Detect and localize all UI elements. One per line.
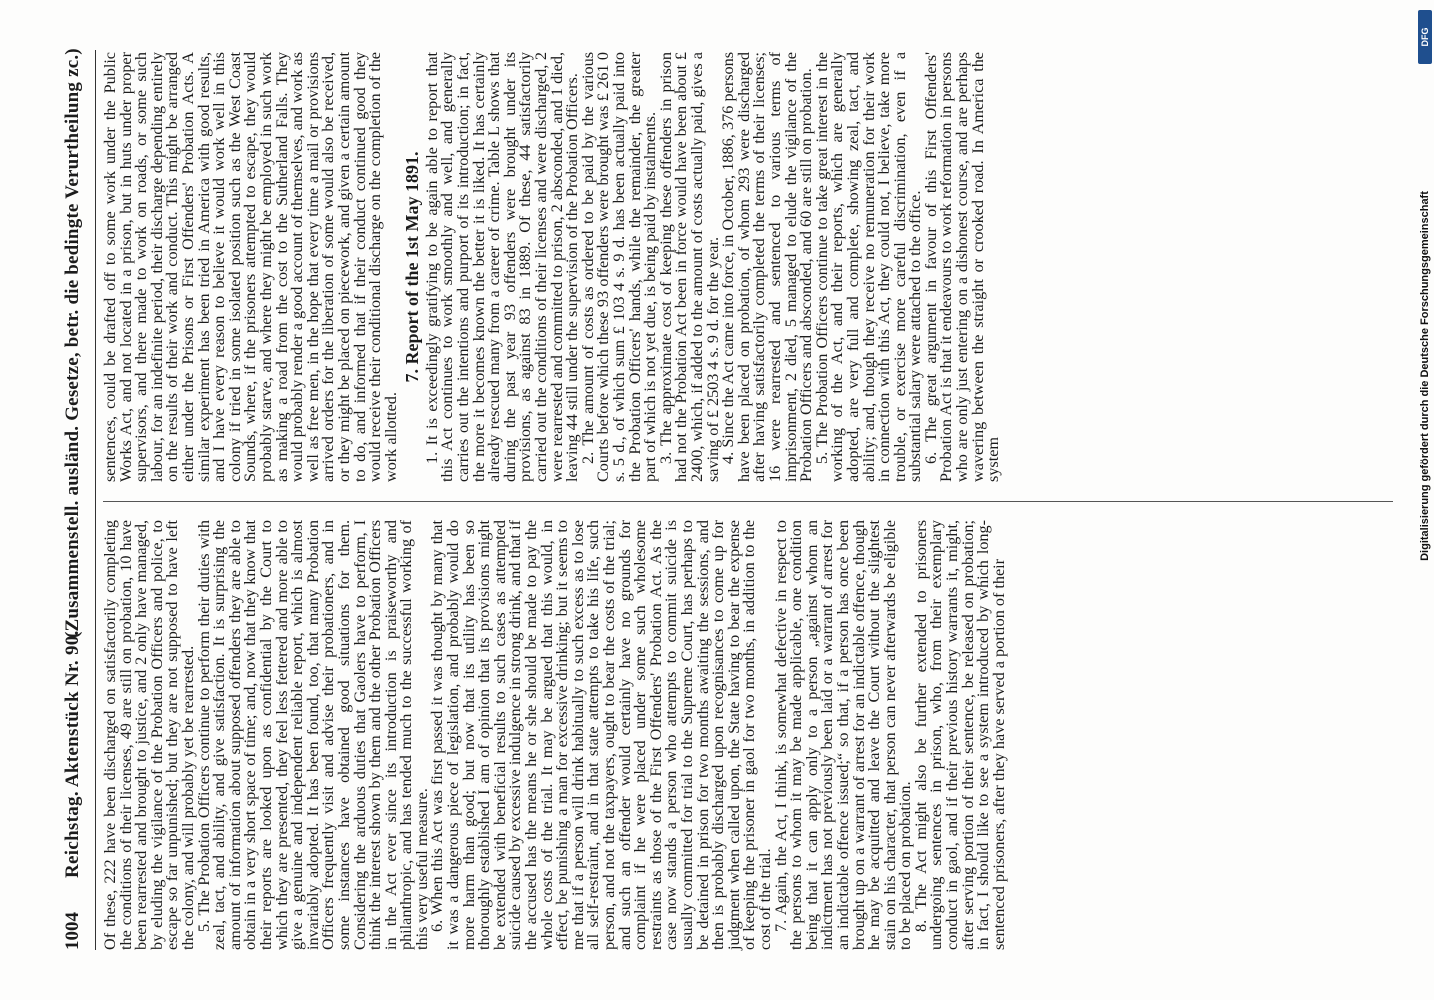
- section-heading: 7. Report of the 1st May 1891.: [402, 151, 423, 383]
- paragraph: 4. Since the Act came into force, in October, 1886, 376 persons have been placed on probation, of whom 293 were discharged after having satisfactorily completed the terms of their licenses; 16 were rearrested and sentenced to various terms of imprisonment, 2 died, 5 managed to elude the vigilance of the Probation Officers and absconded, and 60 are still on probation.: [719, 52, 816, 482]
- paragraph: sentences, could be drafted off to some work under the Public Works Act, and not located in a prison, but in huts under proper supervisors, and there made to work on roads, or some such labour, for an indefinite period, their discharge depending entirely on the results of their work and conduct. This might be arranged either under the Prisons or First Offenders' Probation Acts. A similar experiment has been tried in America with good results, and I have every reason to believe it would work well in this colony if tried in some isolated position such as the West Coast Sounds, where, if the prisoners attempted to escape, they would probably starve, and where they might be employed in such work as making a road from the cost to the Sutherland Falls. They would probably render a good account of themselves, and work as well as free men, in the hope that every time a mail or provisions arrived orders for the liberation of some would also be received, or they might be placed on piecework, and given a certain amount to do, and informed that if their conduct continued good they would receive their conditional discharge on the completion of the work allotted.: [101, 52, 400, 482]
- paragraph: 5. The Probation Officers continue to take great interest in the working of the Act, and their reports, which are generally adopted, are very full and complete, showing zeal, tact, and ability; and, though they receive no remuneration for their work in connection with this Act, they could not, I believe, take more trouble, or exercise more careful discrimination, even if a substantial salary were attached to the office.: [812, 52, 925, 482]
- paragraph: 1. It is exceedingly gratifying to be again able to report that this Act continues to work smoothly and well, and generally carries out the intentions and purport of its introduction; in fact, the more it becomes known the better it is liked. It has certainly already rescued many from a career of crime. Table L shows that during the past year 93 offenders were brought under its provisions, as against 83 in 1889. Of these, 44 satisfactorily carried out the conditions of their licenses and were discharged, 2 were rearrested and committed to prison, 2 absconded, and 1 died, leaving 44 still under the supervision of the Probation Officers.: [422, 52, 582, 482]
- paragraph: 7. Again, the Act, I think, is somewhat defective in respect to the persons to whom it may be made applicable, one condition being that it can apply only to a person „against whom an indictment has not previously been laid or a warrant of arrest for an indictable offence issued;“ so that, if a person has once been brought up on a warrant of arrest for an indictable offence, though he may be acquitted and leave the Court without the slightest stain on his character, that person can never afterwards be eligible to be placed on probation.: [771, 520, 915, 950]
- page-subtitle: (Zusammenstell. ausländ. Gesetze, betr. die bedingte Verurtheilung zc.): [62, 48, 83, 638]
- paragraph: 2. The amount of costs as ordered to be paid by the various Courts before which these 93 offenders were brought was £ 261 0 s. 5 d., of which sum £ 103 4 s. 9 d. has been actually paid into the Probation Officers' hands, while the remainder, the greater part of which is not yet due, is being paid by instalments.: [578, 52, 660, 482]
- digitization-note: Digitalisierung gefördert durch die Deutsche Forschungsgemeinschaft: [1419, 191, 1431, 561]
- left-column: [103, 520, 1403, 950]
- rotated-page: [55, 50, 1415, 950]
- right-column: [103, 52, 1403, 482]
- page-title: Reichstag. Aktenstück Nr. 90.: [62, 630, 83, 878]
- column-divider: [103, 501, 1393, 502]
- paragraph: Of these, 222 have been discharged on satisfactorily completing the conditions of their licenses, 49 are still on probation, 10 have been rearrested and brought to justice, and 2 only have managed, by eluding the vigilance of the Probation Officers and police, to escape so far unpunished; but they are not supposed to have left the colony, and will probably yet be rearrested.: [101, 520, 197, 950]
- dfg-logo: [1418, 10, 1432, 64]
- dfg-logo-text: DFG: [1420, 27, 1430, 47]
- paragraph: 8. The Act might also be further extended to prisoners undergoing sentences in prison, who, from their exemplary conduct in gaol, and if their previous history warrants it, might, after serving portion of their sentence, be released on probation; in fact, I should like to see a system introduced by which long-sentenced prisoners, after they have served a portion of their: [911, 520, 1008, 950]
- paragraph: 6. When this Act was first passed it was thought by many that it was a dangerous piece of legislation, and probably would do more harm than good; but now that its utility has been so thoroughly established I am of opinion that its provisions might be extended with beneficial results to such cases as attempted suicide caused by excessive indulgence in strong drink, and that if the accused has the means he or she should be made to pay the whole costs of the trial. It may be argued that this would, in effect, be punishing a man for excessive drinking; but it seems to me that if a person will drink habitually to such excess as to lose all self-restraint, and in that state attempts to take his life, such person, and not the taxpayers, ought to bear the costs of the trial; and such an offender would certainly have no grounds for complaint if he were placed under some such wholesome restraints as those of the First Offenders' Probation Act. As the case now stands a person who attempts to commit suicide is usually committed for trial to the Supreme Court, has perhaps to be detained in prison for two months awaiting the sessions, and then is probably discharged upon recognisances to come up for judgment when called upon, the State having to bear the expense of keeping the prisoner in gaol for two months, in addition to the cost of the trial.: [428, 520, 774, 950]
- page-number: 1004: [62, 912, 83, 950]
- digitization-footer: [1418, 6, 1432, 996]
- paragraph: 3. The approximate cost of keeping these offenders in prison had not the Probation Act been in force would have been about £ 2400, which, if added to the amount of costs actually paid, gives a saving of £ 2503 4 s. 9 d. for the year.: [656, 52, 722, 482]
- paragraph: 5. The Probation Officers continue to perform their duties with zeal, tact, and ability, and give satisfaction. It is surprising the amount of information about supposed offenders they are able to obtain in a very short space of time; and, now that they know that their reports are looked upon as confidential by the Court to which they are presented, they feel less fettered and more able to give a genuine and independent reliable report, which is almost invariably adopted. It has been found, too, that many Probation Officers frequently visit and advise their probationers, and in some instances have obtained good situations for them. Considering the arduous duties that Gaolers have to perform, I think the interest shown by them and the other Probation Officers in the Act ever since its introduction is praiseworthy and philanthropic, and has tended much to the successful working of this very useful measure.: [194, 520, 431, 950]
- paragraph: 6. The great argument in favour of this First Offenders' Probation Act is that it endeavours to work reformation in persons who are only just entering on a dishonest course, and are perhaps wavering between the straight or crooked road. In America the system: [921, 52, 1003, 482]
- page-header: [55, 50, 96, 950]
